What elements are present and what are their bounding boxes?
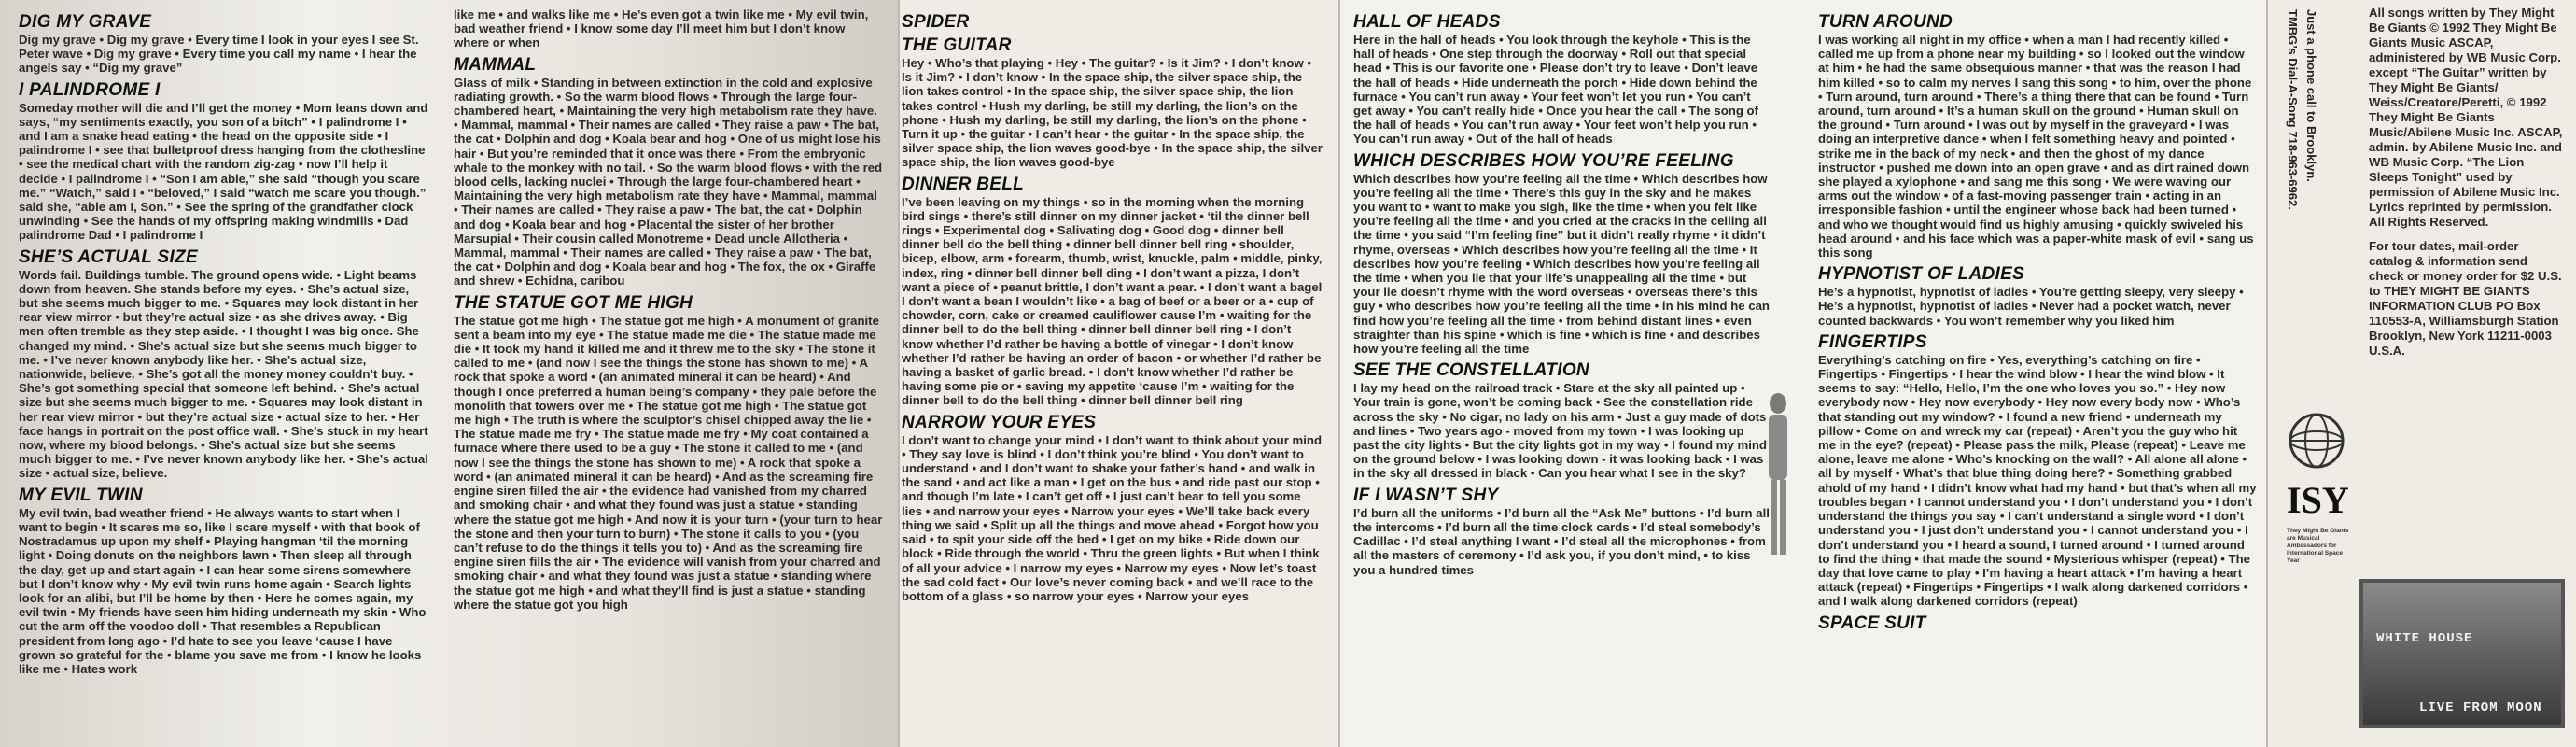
song-title: SPACE SUIT: [1818, 613, 1926, 633]
song-title: DINNER BELL: [902, 174, 1025, 194]
song-title: HALL OF HEADS: [1353, 12, 1501, 32]
songwriting-credits: All songs written by They Might Be Giants © 1992 They Might Be Giants Music ASCAP, administered by WB Music Corp. except “The Guitar” written by They Might Be Giants/ Weiss/Creatore/Peretti, © 1992 They Might Be Giants Music/Abilene Music Inc. ASCAP, admin. by Abilene Music Inc. and WB Music Corp. “The Lion Sleeps Tonight” used by permission of Abilene Music Inc. Lyrics reprinted by permission. All Rights Reserved.: [2369, 6, 2563, 229]
song-title: THE STATUE GOT ME HIGH: [454, 292, 693, 313]
dial-a-song-note: [2279, 9, 2345, 289]
isy-logo: [2287, 411, 2352, 565]
song-lyrics: He’s a hypnotist, hypnotist of ladies • You’re getting sleepy, very sleepy • He’s a hypnotist, hypnotist of ladies • Never had a pocket watch, never counted backwards • You won’t remember why you liked him: [1818, 285, 2244, 328]
song-title: SEE THE CONSTELLATION: [1353, 360, 1589, 381]
song-lyrics: I’d burn all the uniforms • I’d burn all the “Ask Me” buttons • I’d burn all the intercoms • I’d burn all the time clock cards • I’d steal somebody’s Cadillac • I’d steal anything I want • I’d steal all the microphones • from all the masters of ceremony • I’d ask you, if you don’t mind, • to kiss you a hundred times: [1353, 505, 1770, 577]
song-lyrics: I lay my head on the railroad track • Stare at the sky all painted up • Your train is gone, won’t be coming back • See the constellation ride across the sky • No cigar, no lady on his arm • Just a guy made of dots and lines • Two years ago - moved from my town • I was looking up past the city lights • But the city lights got in my way • I found my mind on the ground below • I was looking down - it was looking back • I was in the sky all dressed in black • Can you hear what I see in the sky?: [1353, 381, 1767, 481]
song-lyrics: My evil twin, bad weather friend • He always wants to start when I want to begin • It scares me so, like I scare myself • with that book of Nostradamus up upon my shelf • Playing hangman ‘til the morning light • Doing donuts on the neighbors lawn • Then sleep all through the day, get up and start again • I can hear some sirens somewhere but I don’t know why • My evil twin runs home again • Search lights look for an alibi, but I’ll be home by then • Here he comes again, my evil twin • My friends have seen him hiding underneath my skin • Who cut the arm off the voodoo doll • That resembles a Republican president from long ago • I’d hate to see you leave ‘cause I have grown so grateful for the • blame you save me from • I know he looks like me • Hates work: [19, 505, 427, 676]
lyrics-column: [1353, 7, 1771, 747]
logo-caption: They Might Be Giants are Musical Ambassadors for International Space Year: [2287, 528, 2349, 564]
song-title: I PALINDROME I: [19, 79, 161, 100]
lyrics-column: [902, 7, 1323, 747]
song-title: THE GUITAR: [902, 35, 1012, 55]
song-lyrics: Here in the hall of heads • You look through the keyhole • This is the hall of heads • One step through the doorway • Roll out that special head • This is our favorite one • Please don’t try to leave • Don’t leave the hall of heads • Hide underneath the porch • Hide down behind the furnace • You can’t run away • Your feet won’t let you run • You can’t get away • You can’t really hide • Once you hear the call • The song of the hall of heads • You can’t run away • Your feet won’t help you run • You can’t run away • Out of the hall of heads: [1353, 33, 1759, 147]
song-lyrics: Everything’s catching on fire • Yes, everything’s catching on fire • Fingertips • Fingertips • I hear the wind blow • I hear the wind blow • It seems to say: “Hello, Hello, I’m the one who loves you so.” • Hey now everybody now • Hey now everybody • Hey now every body now • Who’s that standing out my window? • I found a new friend • underneath my pillow • Come on and wreck my car (repeat) • Aren’t you the guy who hit me in the eye? (repeat) • Please pass the milk, Please (repeat) • Leave me alone, leave me alone • Who’s knocking on the wall? • All alone all alone • all by myself • What’s that blue thing doing here? • Something grabbed ahold of my hand • I didn’t know what had my hand • but that’s when all my troubles began • I cannot understand you • I don’t understand you • I don’t understand the things you say • I can’t understand a single word • I don’t understand you • I just don’t understand you • I cannot understand you • I don’t understand you • I heard a sound, I turned around • I turned around to find the thing • that made the sound • Mysterious whisper (repeat) • The day that love came to play • I’m having a heart attack • I’m having a heart attack (repeat) • Fingertips • Fingertips • I walk along darkened corridors • and I walk along darkened corridors (repeat): [1818, 352, 2257, 609]
credits-block: [2369, 6, 2565, 368]
song-lyrics: Words fail. Buildings tumble. The ground opens wide. • Light beams down from heaven. She stands before my eyes. • She’s actual size, but she seems much bigger to me. • Squares may look distant in her rear view mirror • but they’re actual size • as she drives away. • Big men often tremble as they step aside. • I thought I was big once. She changed my mind. • She’s actual size but she seems much bigger to me. • I’ve never known anybody like her. • She’s actual size, nationwide, believe. • She’s got all the money money couldn’t buy. • She’s got something special that someone left behind. • She’s actual size but she seems much bigger to me. • Squares may look distant in her rear view mirror • but they’re actual size • actual size to her. • Her face hangs in portrait on the post office wall. • She’s stuck in my heart now, where my blood belongs. • She’s actual size but she seems much bigger to me. • I’ve never known anybody like her. • She’s actual size • actual size, believe.: [19, 267, 428, 481]
song-lyrics: Which describes how you’re feeling all the time • Which describes how you’re feeling all the time • There’s this guy in the sky and he makes you want to • want to make you sigh, like the time • when you felt like you’re feeling all the time • and you cried at the cracks in the ceiling all the time • you said “I’m feeling fine” but it didn’t really rhyme • it didn’t rhyme, overseas • Which describes how you’re feeling all the time • It describes how you’re feeling • Which describes how you’re feeling all the time • when you lie that your life’s unappealing all the time • but your lie doesn’t rhyme with the word overseas • overseas there’s this guy • who describes how you’re feeling all the time • in his mind he can find how you’re feeling all the time • from behind distant lines • even straighter than his spine • which is fine • which is fine • and describes how you’re feeling all the time: [1353, 171, 1770, 357]
lyrics-panel-1: [0, 0, 898, 747]
song-lyrics: The statue got me high • The statue got me high • A monument of granite sent a beam into my eye • The statue made me die • The statue made me die • It took my hand it killed me and it threw me to the sky • The stone it called to me • (and now I see the things the stone has shown to me) • A rock that spoke a word • (an animated mineral it can be heard) • And though I once preferred a human being’s company • they pale before the monolith that towers over me • The statue got me high • The statue got me high • The truth is where the sculptor’s chisel chipped away the lie • The statue made me fry • The statue made me fry • My coat contained a furnace where there used to be a guy • The stone it called to me • (and now I see the things the stone has shown to me) • A rock that spoke a word • (an animated mineral it can be heard) • And as the screaming fire engine siren filled the air • the evidence had vanished from my charred and smoking chair • and what they found was just a statue • standing where the statue got me high • And now it is your turn • (your turn to hear the stone and then your turn to burn) • The stone it calls to you • (you can’t refuse to do the things it tells you to) • And as the screaming fire engine siren fills the air • The evidence will vanish from your charred and smoking chair • and what they found was just a statue • standing where the statue got me high • and what they’ll find is just a statue • standing where the statue got you high: [454, 313, 883, 612]
song-title: FINGERTIPS: [1818, 331, 1927, 352]
song-lyrics: I don’t want to change your mind • I don’t want to think about your mind • They say love is blind • I don’t think you’re blind • You don’t want to understand • and I don’t want to shake your father’s hand • and walk in the sand • and act like a man • I get on the bus • and ride past our stop • and though I’m late • I can’t get off • I just can’t bear to tell you some lies • and narrow your eyes • Narrow your eyes • We’ll take back every thing we said • Split up all the things and move ahead • Forgot how you said • to spit your side off the bed • I get on my bike • Ride down our block • Ride through the world • Thru the green lights • But when I think of all your advice • I narrow my eyes • Narrow my eyes • Now let’s toast the sad cold fact • Our love’s never coming back • and we’ll race to the bottom of a glass • so narrow your eyes • Narrow your eyes: [902, 432, 1323, 603]
song-lyrics: Someday mother will die and I’ll get the money • Mom leans down and says, “my sentiments exactly, you son of a bitch” • I palindrome I • and I am a snake head eating • the head on the opposite side • I palindrome I • see that bulletproof dress hanging from the clothesline • see the medical chart with the random zig-zag • now I’ll help it decide • I palindrome I • “Son I am able,” she said “though you scare me.” “Watch,” said I • “beloved,” I said “watch me scare you though.” said she, “able am I, Son.” • See the spring of the grandfather clock unwinding • See the hands of my offspring making windmills • Dad palindrome Dad • I palindrome I: [19, 100, 428, 243]
photo-caption-bottom: LIVE FROM MOON: [2419, 700, 2542, 715]
photo-caption-top: WHITE HOUSE: [2376, 631, 2473, 646]
song-title: SPIDER: [902, 12, 970, 32]
tv-photo: [2359, 579, 2565, 728]
dial-a-song-line-1: TMBG’s Dial-A-Song 718-963-6962.: [2286, 9, 2300, 210]
song-title: HYPNOTIST OF LADIES: [1818, 264, 2025, 285]
song-lyrics: Glass of milk • Standing in between extinction in the cold and explosive radiating growth. • So the warm blood flows • Through the large four-chambered heart, • Maintaining the very high metabolism rate they have. • Mammal, mammal • Their names are called • They raise a paw • The bat, the cat • Dolphin and dog • Koala bear and hog • One of us might lose his hair • But you’re reminded that it once was there • From the embryonic whale to the monkey with no tail. • So the warm blood flows • with the red blood cells, lacking nuclei • Through the large four-chambered heart • Maintaining the very high metabolism rate they have • Mammal, mammal • Their names are called • They raise a paw • The bat, the cat • Dolphin and dog • Koala bear and hog • Placental the sister of her brother Marsupial • Their cousin called Monotreme • Dead uncle Allotheria • Mammal, mammal • Their names are called • They raise a paw • The bat, the cat • Dolphin and dog • Koala bear and hog • The fox, the ox • Giraffe and shrew • Echidna, caribou: [454, 75, 883, 289]
song-lyrics: I’ve been leaving on my things • so in the morning when the morning bird sings • there’s still dinner on my dinner jacket • ‘til the dinner bell rings • Experimental dog • Salivating dog • Good dog • dinner bell dinner bell do the bell thing • dinner bell dinner bell ring • shoulder, bicep, elbow, arm • forearm, thumb, wrist, knuckle, palm • middle, pinky, index, ring • dinner bell dinner bell ding • I don’t want a pizza, I don’t want a piece of • peanut brittle, I don’t want a pear. • I don’t want a bagel I don’t want a bean I wouldn’t like • a bag of beef or a beer or a • cup of chowder, corn, cake or creamed cauliflower cause I’m • waiting for the dinner bell to do the bell thing • dinner bell dinner bell ring • I don’t know whether I’d rather be having a bottle of vinegar • I don’t know whether I’d rather be having an order of bacon • or whether I’d rather be having a basket of garlic bread. • I don’t know whether I’d rather be having some pie or • saving my appetite ‘cause I’m • waiting for the dinner bell to do the bell thing • dinner bell dinner bell ring: [902, 194, 1323, 408]
song-title: NARROW YOUR EYES: [902, 412, 1097, 432]
lyrics-column: [19, 7, 429, 747]
song-title: DIG MY GRAVE: [19, 12, 152, 32]
lyrics-column: [454, 7, 883, 747]
dial-a-song-line-2: Just a phone call to Brooklyn.: [2304, 9, 2318, 182]
lyrics-column: [1818, 7, 2257, 747]
song-title: IF I WASN’T SHY: [1353, 485, 1499, 505]
song-title: MY EVIL TWIN: [19, 485, 143, 505]
song-title: SHE’S ACTUAL SIZE: [19, 247, 198, 267]
logo-text: ISY: [2287, 479, 2349, 521]
song-lyrics: Dig my grave • Dig my grave • Every time I look in your eyes I see St. Peter wave • Dig my grave • Every time you call my name • I hear the angels say • “Dig my grave”: [19, 33, 419, 76]
song-title: MAMMAL: [454, 54, 537, 75]
fan-club-address: For tour dates, mail-order catalog & information send check or money order for $2 U.S. to THEY MIGHT BE GIANTS INFORMATION CLUB PO Box 110553-A, Williamsburgh Station Brooklyn, New York 11211-0003 U.S.A.: [2369, 239, 2562, 358]
globe-icon: [2287, 411, 2346, 471]
song-lyrics: like me • and walks like me • He’s even got a twin like me • My evil twin, bad weather friend • I know some day I’ll meet him but I don’t know where or when: [454, 7, 869, 50]
song-lyrics: Hey • Who’s that playing • Hey • The guitar? • Is it Jim? • I don’t know • Is it Jim? • I don’t know • In the space ship, the silver space ship, the lion takes control • In the space ship, the silver space ship, the lion takes control • Hush my darling, be still my darling, the lion’s on the phone • Hush my darling, be still my darling, the lion’s on the phone • Turn it up • the guitar • I can’t hear • the guitar • In the space ship, the silver space ship, the lion waves good-bye • In the space ship, the silver space ship, the lion waves good-bye: [902, 56, 1323, 170]
lyrics-panel-2: [900, 0, 1338, 747]
song-title: WHICH DESCRIBES HOW YOU’RE FEELING: [1353, 150, 1734, 171]
song-title: TURN AROUND: [1818, 12, 1953, 32]
song-lyrics: I was working all night in my office • when a man I had recently killed • called me up from a phone near my building • so I looked out the window at him • he had the same obsequious manner • that was the reason I had him killed • so to calm my nerves I sang this song • to him, over the phone • Turn around, turn around • There’s a thing there that can be found • Turn around, turn around • It’s a human skull on the ground • Human skull on the ground • Turn around • I was out by myself in the graveyard • I was doing an interpretive dance • when I felt something heavy and pointed • strike me in the back of my neck • and then the ghost of my dance instructor • pushed me down into an open grave • and as dirt rained down she played a xylophone • and sang me this song • We were waving our arms out the window • of a fast-moving passenger train • acting in an irresponsible fashion • until the engineer whose back had been turned • and who we thought would find us highly amusing • quickly swiveled his head around • and his face which was a paper-white mask of evil • sang us this song: [1818, 33, 2254, 261]
lyrics-panel-3: [1340, 0, 2266, 747]
